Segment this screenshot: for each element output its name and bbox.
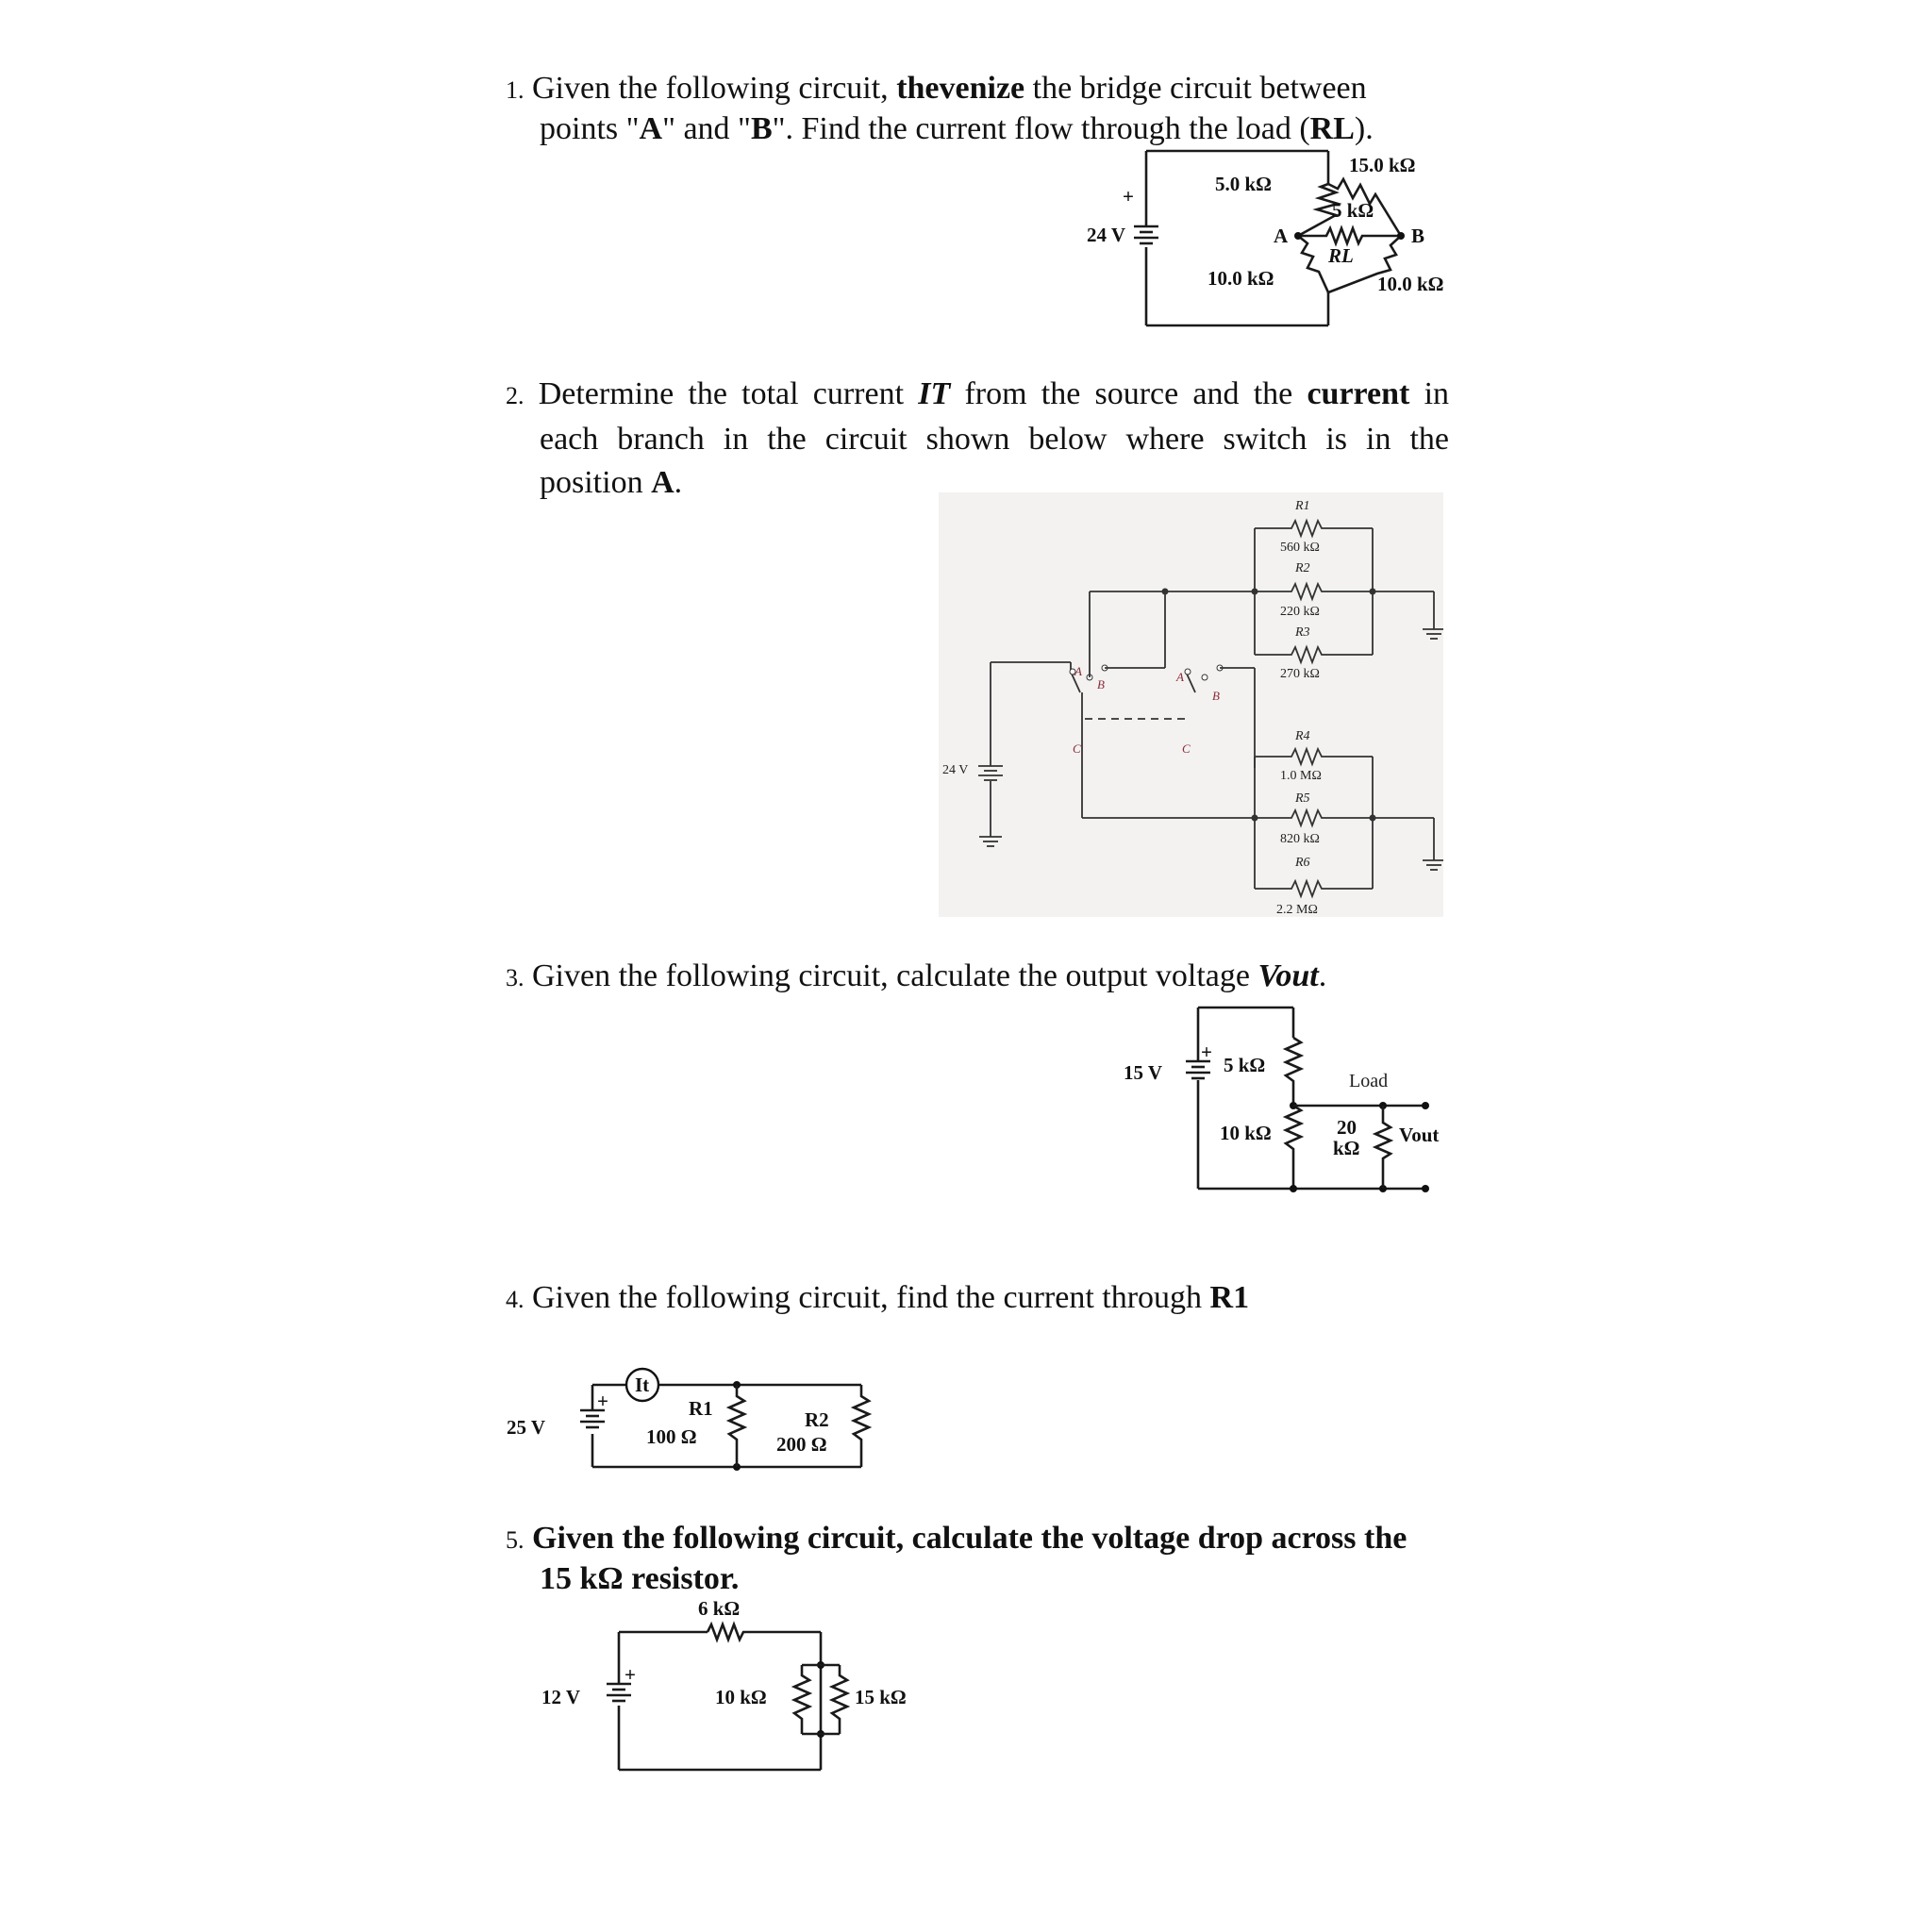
svg-text:R3: R3 (1295, 625, 1310, 640)
bridge-circuit-diagram (1075, 142, 1453, 330)
svg-text:270 kΩ: 270 kΩ (1280, 667, 1320, 681)
resistor-15k (832, 1665, 847, 1734)
resistor-6k (708, 1624, 821, 1640)
series-parallel-diagram (528, 1594, 943, 1783)
svg-text:C: C (1073, 741, 1081, 756)
node-b-label: B (1411, 225, 1425, 247)
load-resistor-rl (1298, 228, 1401, 243)
voltage-divider-diagram (1118, 1000, 1457, 1198)
question-2-text: 2. Determine the total current IT from the source and the current in each branch in the circuit shown below where switch is in the position A. (506, 376, 1450, 500)
svg-text:6 kΩ: 6 kΩ (698, 1597, 741, 1620)
svg-text:kΩ: kΩ (1333, 1137, 1360, 1159)
resistor-r3 (1255, 647, 1373, 662)
svg-text:5 kΩ: 5 kΩ (1332, 199, 1374, 222)
svg-text:R4: R4 (1295, 729, 1310, 743)
resistor-10k (794, 1665, 809, 1734)
svg-text:B: B (1212, 689, 1220, 703)
switch-network-diagram (939, 492, 1443, 917)
svg-text:It: It (635, 1374, 650, 1396)
svg-text:5.0 kΩ: 5.0 kΩ (1215, 173, 1272, 195)
battery-icon (580, 1410, 605, 1427)
svg-text:25 V: 25 V (507, 1416, 546, 1439)
svg-text:10 kΩ: 10 kΩ (1220, 1122, 1272, 1144)
total-current-symbol: IT (918, 376, 951, 411)
question-5-text: 5. Given the following circuit, calculate the voltage drop across the 15 kΩ resistor. (506, 1521, 1407, 1596)
resistor-10k (1286, 1106, 1301, 1189)
resistor-r5 (1255, 810, 1373, 825)
battery-icon (978, 766, 1003, 780)
resistor-r1 (729, 1385, 744, 1467)
svg-text:200 Ω: 200 Ω (776, 1433, 827, 1456)
svg-text:100 Ω: 100 Ω (646, 1425, 697, 1448)
question-3-text: 3. Given the following circuit, calculate the output voltage Vout. (506, 958, 1327, 993)
svg-text:C: C (1182, 741, 1191, 756)
svg-text:RL: RL (1328, 244, 1354, 267)
svg-text:10.0 kΩ: 10.0 kΩ (1377, 273, 1444, 295)
svg-text:15 V: 15 V (1124, 1061, 1163, 1084)
svg-text:5 kΩ: 5 kΩ (1224, 1054, 1266, 1076)
svg-text:10 kΩ: 10 kΩ (715, 1686, 767, 1708)
battery-icon (1186, 1061, 1210, 1078)
load-resistor (1375, 1106, 1391, 1189)
question-4-text: 4. Given the following circuit, find the current through R1 (506, 1280, 1250, 1315)
resistor-5k (1286, 1038, 1301, 1106)
svg-text:2.2 MΩ: 2.2 MΩ (1276, 903, 1318, 917)
battery-icon (1134, 226, 1158, 243)
ground-icon (979, 837, 1002, 846)
vout-label: Vout (1399, 1124, 1440, 1146)
parallel-resistor-diagram (505, 1358, 882, 1486)
svg-text:24 V: 24 V (1087, 224, 1126, 246)
svg-text:+: + (1201, 1041, 1212, 1063)
svg-text:R1: R1 (1295, 499, 1310, 513)
svg-text:12 V: 12 V (541, 1686, 581, 1708)
svg-text:1.0 MΩ: 1.0 MΩ (1280, 769, 1322, 783)
svg-text:220 kΩ: 220 kΩ (1280, 605, 1320, 619)
svg-text:A: A (1074, 664, 1082, 678)
question-1-text: 1. Given the following circuit, thevenize the bridge circuit between points "A" and "B". Find the current flow through the load (RL). (506, 71, 1374, 146)
svg-text:10.0 kΩ: 10.0 kΩ (1208, 267, 1274, 290)
svg-text:R1: R1 (689, 1397, 713, 1420)
vout-symbol: Vout (1257, 958, 1319, 993)
ground-icon (1423, 860, 1443, 870)
svg-text:+: + (597, 1390, 608, 1412)
svg-text:A: A (1176, 670, 1184, 684)
svg-text:R2: R2 (1295, 561, 1310, 575)
ground-icon (1423, 629, 1443, 639)
svg-text:R2: R2 (805, 1408, 829, 1431)
question-number: 1. (506, 76, 525, 104)
svg-text:R6: R6 (1295, 856, 1310, 870)
resistor-r2 (1255, 584, 1373, 599)
svg-text:20: 20 (1337, 1116, 1357, 1139)
resistor-r1 (1255, 521, 1373, 536)
svg-text:+: + (625, 1663, 636, 1686)
resistor-r2 (854, 1385, 869, 1467)
battery-icon (607, 1684, 631, 1701)
keyword-thevenize: thevenize (896, 71, 1025, 106)
svg-text:R5: R5 (1295, 791, 1310, 806)
svg-text:+: + (1123, 185, 1134, 208)
svg-text:15.0 kΩ: 15.0 kΩ (1349, 154, 1416, 176)
svg-text:24 V: 24 V (942, 763, 969, 777)
resistor-10k-left (1298, 236, 1328, 292)
svg-text:Load: Load (1349, 1071, 1389, 1091)
svg-text:820 kΩ: 820 kΩ (1280, 832, 1320, 846)
svg-text:560 kΩ: 560 kΩ (1280, 541, 1320, 555)
svg-text:15 kΩ: 15 kΩ (855, 1686, 907, 1708)
node-a-label: A (1274, 225, 1289, 247)
resistor-r4 (1255, 749, 1373, 764)
resistor-r6 (1255, 881, 1373, 896)
svg-text:B: B (1097, 677, 1105, 691)
